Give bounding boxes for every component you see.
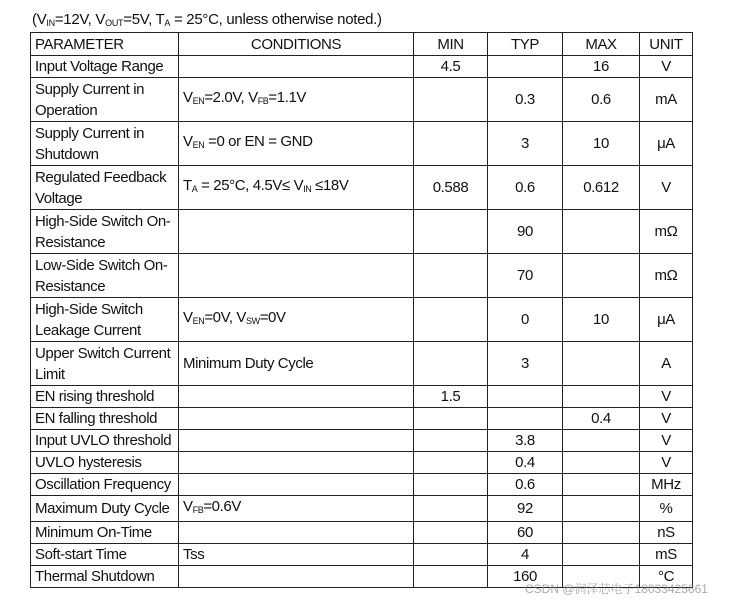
param-cell: Oscillation Frequency [31,474,179,496]
header-unit: UNIT [640,33,693,56]
param-cell: Low-Side Switch On-Resistance [31,254,179,298]
table-row [31,122,693,166]
min-cell [414,298,488,342]
unit-cell: mA [640,78,693,122]
max-cell [563,522,640,544]
cond-cell [179,254,414,298]
cond-cell: $T_A = 25^\circ C$, $4.5V\le V_{IN} \le 18V$ [179,166,414,210]
max-cell: 0.612 [563,166,640,210]
min-cell [414,430,488,452]
param-cell: Minimum On-Time [31,522,179,544]
cond-cell [179,430,414,452]
unit-cell: mΩ [640,210,693,254]
max-cell [563,544,640,566]
typ-cell: 0.4 [488,452,563,474]
min-cell [414,254,488,298]
header-min: MIN [414,33,488,56]
unit-cell: °C [640,566,693,588]
header-parameter: PARAMETER [31,33,179,56]
unit-cell: μA [640,298,693,342]
min-cell [414,522,488,544]
param-cell: EN falling threshold [31,408,179,430]
min-cell: 0.588 [414,166,488,210]
table-row [31,522,693,544]
param-cell: Input Voltage Range [31,56,179,78]
min-cell: 4.5 [414,56,488,78]
table-row [31,210,693,254]
min-cell [414,408,488,430]
unit-cell: nS [640,522,693,544]
max-cell [563,386,640,408]
cond-cell [179,452,414,474]
typ-cell: 3.8 [488,430,563,452]
typ-cell: 4 [488,544,563,566]
cond-cell [179,56,414,78]
unit-cell: % [640,496,693,522]
min-cell [414,342,488,386]
unit-cell: V [640,452,693,474]
min-cell [414,78,488,122]
max-cell [563,496,640,522]
typ-cell: 0.6 [488,166,563,210]
param-cell: Supply Current in Operation [31,78,179,122]
typ-cell [488,408,563,430]
typ-cell [488,386,563,408]
unit-cell: V [640,56,693,78]
cond-cell [179,210,414,254]
max-cell: 10 [563,298,640,342]
cond-cell [179,386,414,408]
unit-cell: mS [640,544,693,566]
unit-cell: V [640,386,693,408]
typ-cell: 90 [488,210,563,254]
min-cell [414,122,488,166]
min-cell [414,544,488,566]
unit-cell: μA [640,122,693,166]
header-conditions: CONDITIONS [179,33,414,56]
table-row [31,496,693,522]
max-cell [563,430,640,452]
table-row [31,408,693,430]
cond-cell: Minimum Duty Cycle [179,342,414,386]
unit-cell: MHz [640,474,693,496]
param-cell: Soft-start Time [31,544,179,566]
max-cell: 0.4 [563,408,640,430]
min-cell [414,474,488,496]
table-row [31,544,693,566]
cond-cell: Tss [179,544,414,566]
min-cell [414,566,488,588]
unit-cell: V [640,408,693,430]
typ-cell: 0 [488,298,563,342]
table-row [31,342,693,386]
typ-cell: 3 [488,122,563,166]
max-cell [563,474,640,496]
max-cell: 10 [563,122,640,166]
watermark-text: CSDN @润泽芯电子18033425661 [525,582,708,596]
typ-cell: 60 [488,522,563,544]
max-cell: 16 [563,56,640,78]
test-conditions-note: ($V_{IN}=12V$, $V_{OUT}=5V$, $T_A = 25^\circ C$, unless otherwise noted.) [32,11,382,28]
param-cell: EN rising threshold [31,386,179,408]
table-row [31,78,693,122]
param-cell: Input UVLO threshold [31,430,179,452]
max-cell [563,254,640,298]
max-cell: 0.6 [563,78,640,122]
min-cell [414,210,488,254]
param-cell: Thermal Shutdown [31,566,179,588]
header-typ: TYP [488,33,563,56]
param-cell: Supply Current in Shutdown [31,122,179,166]
typ-cell: 0.6 [488,474,563,496]
electrical-characteristics-table [30,32,693,588]
typ-cell: 0.3 [488,78,563,122]
max-cell [563,452,640,474]
min-cell [414,452,488,474]
param-cell: UVLO hysteresis [31,452,179,474]
header-row [31,33,693,56]
table-row [31,254,693,298]
cond-cell: $V_{EN} =0$ or EN = GND [179,122,414,166]
cond-cell: $V_{EN}=2.0V$, $V_{FB}=1.1V$ [179,78,414,122]
table-row [31,298,693,342]
table-row [31,56,693,78]
cond-cell [179,566,414,588]
max-cell [563,342,640,386]
cond-cell [179,408,414,430]
table-row [31,386,693,408]
typ-cell [488,56,563,78]
min-cell: 1.5 [414,386,488,408]
param-cell: Regulated Feedback Voltage [31,166,179,210]
cond-cell: $V_{EN}=0V$, $V_{SW}=0V$ [179,298,414,342]
unit-cell: V [640,430,693,452]
min-cell [414,496,488,522]
table-row [31,166,693,210]
table-row [31,430,693,452]
max-cell [563,210,640,254]
unit-cell: A [640,342,693,386]
cond-cell: $V_{FB}=0.6V$ [179,496,414,522]
unit-cell: V [640,166,693,210]
cond-cell [179,474,414,496]
param-cell: Upper Switch Current Limit [31,342,179,386]
typ-cell: 160 [488,566,563,588]
cond-cell [179,522,414,544]
header-max: MAX [563,33,640,56]
param-cell: Maximum Duty Cycle [31,496,179,522]
param-cell: High-Side Switch On-Resistance [31,210,179,254]
typ-cell: 92 [488,496,563,522]
typ-cell: 3 [488,342,563,386]
table-row [31,474,693,496]
param-cell: High-Side Switch Leakage Current [31,298,179,342]
typ-cell: 70 [488,254,563,298]
table-row [31,452,693,474]
unit-cell: mΩ [640,254,693,298]
